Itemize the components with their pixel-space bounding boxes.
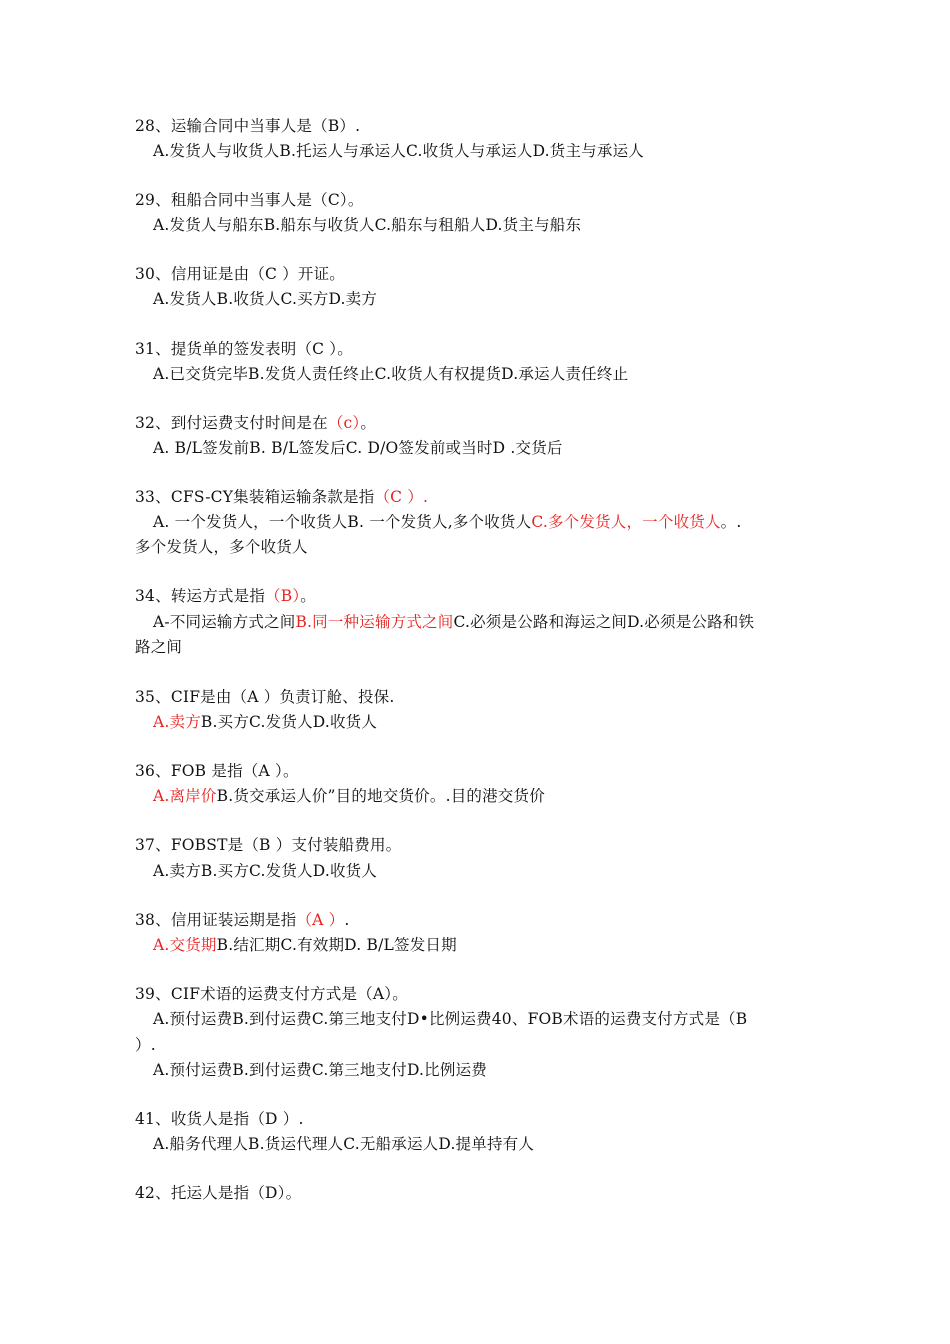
- question-options-29: A.发货人与船东B.船东与收货人C.船东与租船人D.货主与船东: [153, 216, 582, 234]
- question-stem-30: 30、信用证是由（C ）开证。: [135, 265, 346, 283]
- stem-text: 32、到付运费支付时间是在: [135, 414, 328, 432]
- answer-highlight: （B）: [265, 587, 301, 605]
- answer-highlight: B.同一种运输方式之间: [295, 613, 454, 631]
- question-options-39: A.预付运费B.到付运费C.第三地支付D•比例运费40、FOB术语的运费支付方式是（B: [153, 1010, 748, 1028]
- question-options-36: [153, 786, 545, 806]
- answer-highlight: A.交货期: [153, 936, 217, 954]
- question-options-31: A.已交货完毕B.发货人责任终止C.收货人有权提货D.承运人责任终止: [153, 365, 629, 383]
- stem-punct: .: [344, 911, 350, 929]
- options-text: 。.: [720, 513, 742, 531]
- question-stem-31: 31、提货单的签发表明（C ）。: [135, 340, 353, 358]
- options-text: B.买方C.发货人D.收货人: [200, 713, 378, 731]
- question-options-33: [153, 512, 742, 532]
- options-text: A. 一个发货人，一个收货人B. 一个发货人,多个收货人: [153, 513, 532, 531]
- question-options-40: A.预付运费B.到付运费C.第三地支付D.比例运费: [153, 1061, 487, 1079]
- options-text: C.必须是公路和海运之间D.必须是公路和铁: [453, 613, 755, 631]
- question-options-41: A.船务代理人B.货运代理人C.无船承运人D.提单持有人: [153, 1135, 535, 1153]
- stem-text: 33、CFS-CY集装箱运输条款是指: [135, 488, 375, 506]
- stem-punct: 。: [360, 414, 377, 432]
- question-stem-39: 39、CIF术语的运费支付方式是（A）。: [135, 985, 408, 1003]
- question-stem-36: 36、FOB 是指（A ）。: [135, 762, 299, 780]
- question-stem-33: [135, 487, 428, 507]
- question-stem-28: 28、运输合同中当事人是（B）.: [135, 117, 361, 135]
- stem-text: 38、信用证装运期是指: [135, 911, 297, 929]
- options-text: A-不同运输方式之间: [153, 613, 296, 631]
- answer-highlight: C.多个发货人，一个收货人: [531, 513, 721, 531]
- question-stem-32: [135, 413, 376, 433]
- options-text: B.货交承运人价”目的地交货价。.目的港交货价: [216, 787, 545, 805]
- question-options-28: A.发货人与收货人B.托运人与承运人C.收货人与承运人D.货主与承运人: [153, 142, 644, 160]
- stem-text: 34、转运方式是指: [135, 587, 266, 605]
- options-text: B.结汇期C.有效期D. B/L签发日期: [216, 936, 457, 954]
- answer-highlight: （A ）: [296, 911, 345, 929]
- question-stem-29: 29、租船合同中当事人是（C）。: [135, 191, 364, 209]
- question-stem-42: 42、托运人是指（D）。: [135, 1184, 302, 1202]
- question-options-38: [153, 935, 457, 955]
- question-options-37: A.卖方B.买方C.发货人D.收货人: [153, 862, 378, 880]
- answer-highlight: A.卖方: [153, 713, 201, 731]
- question-stem-41: 41、收货人是指（D ）.: [135, 1110, 304, 1128]
- answer-highlight: （c）: [327, 414, 361, 432]
- question-stem-35: 35、CIF是由（A ）负责订舱、投保.: [135, 688, 395, 706]
- question-stem-37: 37、FOBST是（B ）支付装船费用。: [135, 836, 402, 854]
- question-options-35: [153, 712, 377, 732]
- question-options-33-wrap: 多个发货人，多个收货人: [135, 538, 308, 556]
- question-options-34-wrap: 路之间: [135, 638, 183, 656]
- question-options-34: [153, 612, 754, 632]
- stem-punct: 。: [300, 587, 316, 605]
- question-stem-38: [135, 910, 350, 930]
- question-options-32: A. B/L签发前B. B/L签发后C. D/O签发前或当时D .交货后: [153, 439, 563, 457]
- answer-highlight: （C ）.: [374, 488, 429, 506]
- question-options-30: A.发货人B.收货人C.买方D.卖方: [153, 290, 378, 308]
- question-options-39-wrap: ）.: [135, 1036, 156, 1054]
- question-stem-34: [135, 586, 316, 606]
- answer-highlight: A.离岸价: [153, 787, 217, 805]
